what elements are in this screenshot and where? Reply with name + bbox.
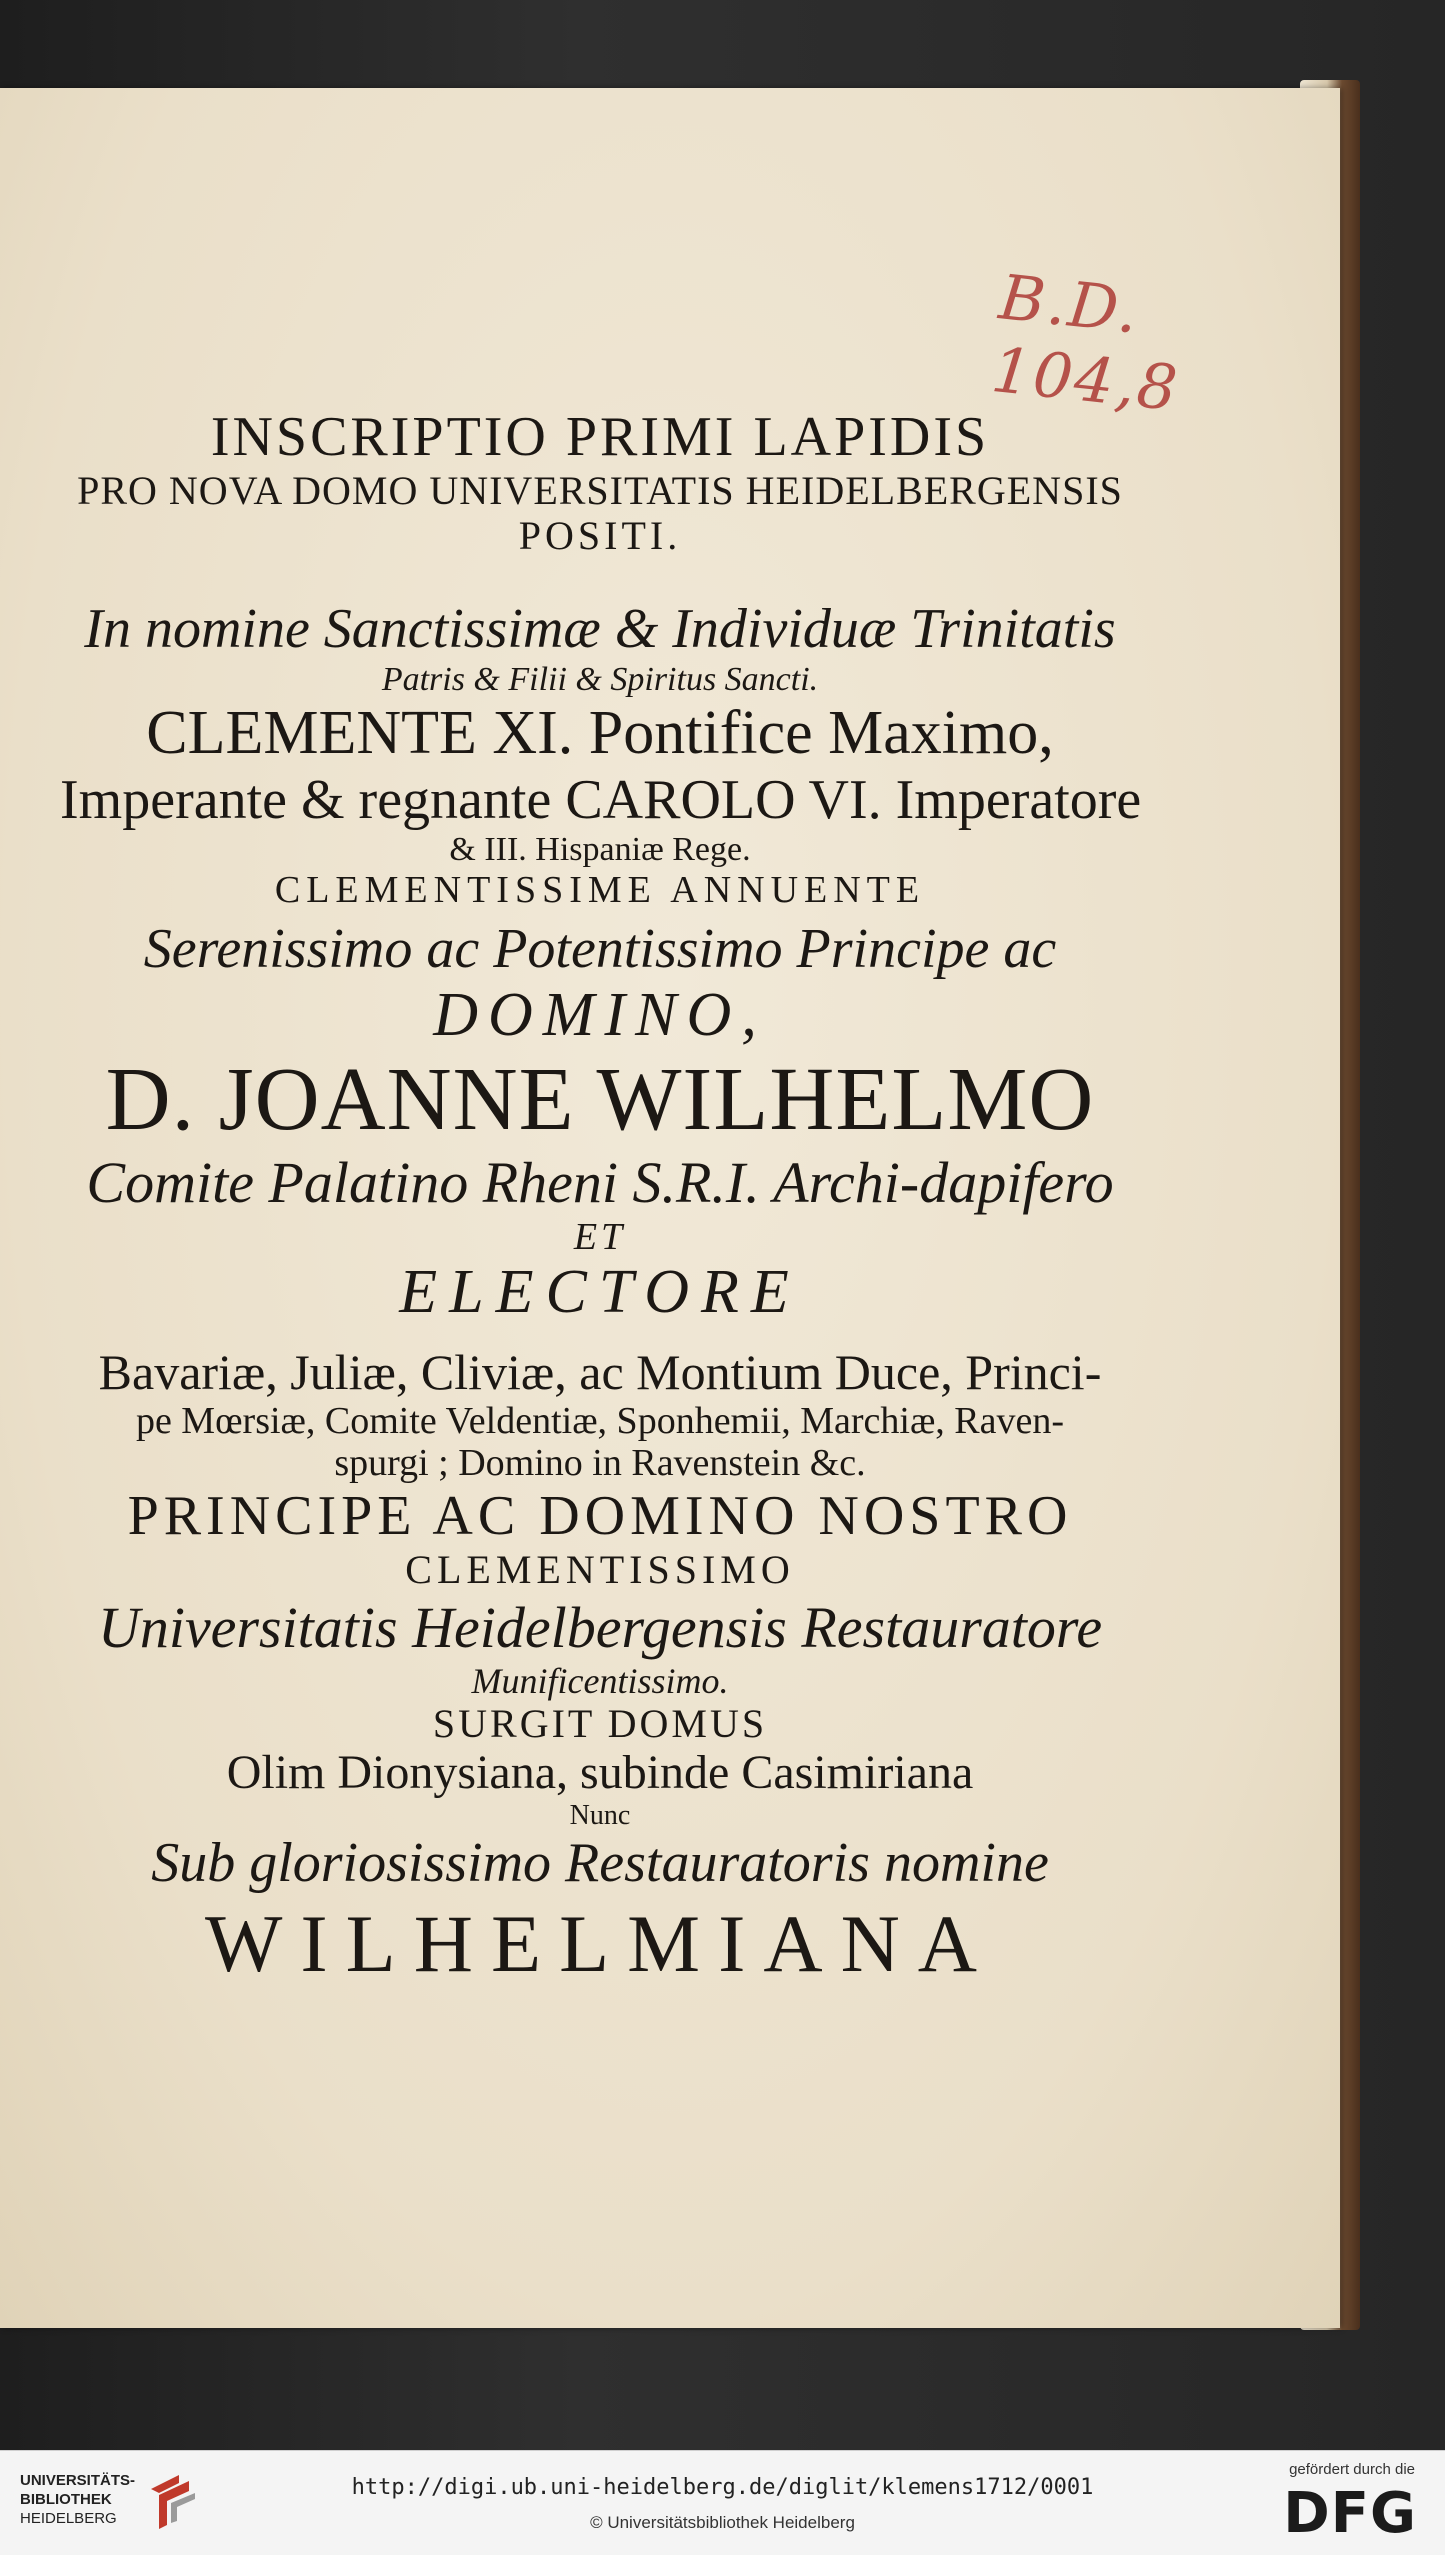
text-line: Universitatis Heidelbergensis Restauratore bbox=[97, 1595, 1103, 1661]
text-line: Munificentissimo. bbox=[471, 1661, 729, 1702]
text-line: Imperante & regnante CAROLO VI. Imperatore bbox=[60, 768, 1142, 831]
text-line: pe Mœrsiæ, Comite Veldentiæ, Sponhemii, Marchiæ, Raven- bbox=[135, 1399, 1065, 1442]
text-line: Patris & Filii & Spiritus Sancti. bbox=[381, 661, 819, 699]
text-line: In nomine Sanctissimæ & Individuæ Trinitatis bbox=[84, 598, 1116, 661]
logo-line: HEIDELBERG bbox=[20, 2510, 117, 2527]
text-line: Nunc bbox=[569, 1800, 631, 1832]
text-line: DOMINO, bbox=[433, 980, 767, 1049]
text-line: Sub gloriosissimo Restauratoris nomine bbox=[151, 1831, 1049, 1894]
text-line: CLEMENTISSIMO bbox=[405, 1546, 795, 1592]
title-page bbox=[0, 88, 1340, 2328]
copyright-notice: © Universitätsbibliothek Heidelberg bbox=[590, 2513, 855, 2532]
footer-bar bbox=[0, 2450, 1445, 2555]
logo-line: BIBLIOTHEK bbox=[20, 2491, 112, 2508]
permalink-url[interactable]: http://digi.ub.uni-heidelberg.de/diglit/klemens1712/0001 bbox=[351, 2475, 1094, 2500]
text-line: WILHELMIANA bbox=[204, 1898, 996, 1990]
shelfmark: B.D. 104,8 bbox=[988, 260, 1183, 426]
heading-line: INSCRIPTIO PRIMI LAPIDIS bbox=[210, 406, 990, 468]
funded-by-text: gefördert durch die bbox=[1289, 2461, 1415, 2478]
text-line: CLEMENTE XI. Pontifice Maximo, bbox=[146, 699, 1054, 768]
page-text bbox=[60, 406, 1140, 1990]
text-line: Bavariæ, Juliæ, Cliviæ, ac Montium Duce, Princi- bbox=[98, 1343, 1102, 1400]
text-line: PRINCIPE AC DOMINO NOSTRO bbox=[127, 1484, 1073, 1547]
text-line: Serenissimo ac Potentissimo Principe ac bbox=[143, 917, 1057, 980]
logo-line: UNIVERSITÄTS- bbox=[20, 2472, 136, 2489]
heading-line: POSITI. bbox=[518, 512, 682, 558]
text-line: SURGIT DOMUS bbox=[432, 1700, 768, 1746]
text-line: & III. Hispaniæ Rege. bbox=[449, 831, 751, 869]
dfg-logo[interactable]: DFG bbox=[1283, 2481, 1417, 2546]
text-line: CLEMENTISSIME ANNUENTE bbox=[274, 869, 926, 912]
name-line: D. JOANNE WILHELMO bbox=[105, 1050, 1095, 1150]
text-line: ET bbox=[573, 1215, 627, 1258]
heading-line: PRO NOVA DOMO UNIVERSITATIS HEIDELBERGENSIS bbox=[77, 467, 1123, 513]
text-line: spurgi ; Domino in Ravenstein &c. bbox=[334, 1442, 866, 1485]
text-line: Olim Dionysiana, subinde Casimiriana bbox=[226, 1746, 974, 1800]
text-line: Comite Palatino Rheni S.R.I. Archi-dapifero bbox=[86, 1149, 1114, 1215]
text-line: ELECTORE bbox=[399, 1258, 801, 1327]
